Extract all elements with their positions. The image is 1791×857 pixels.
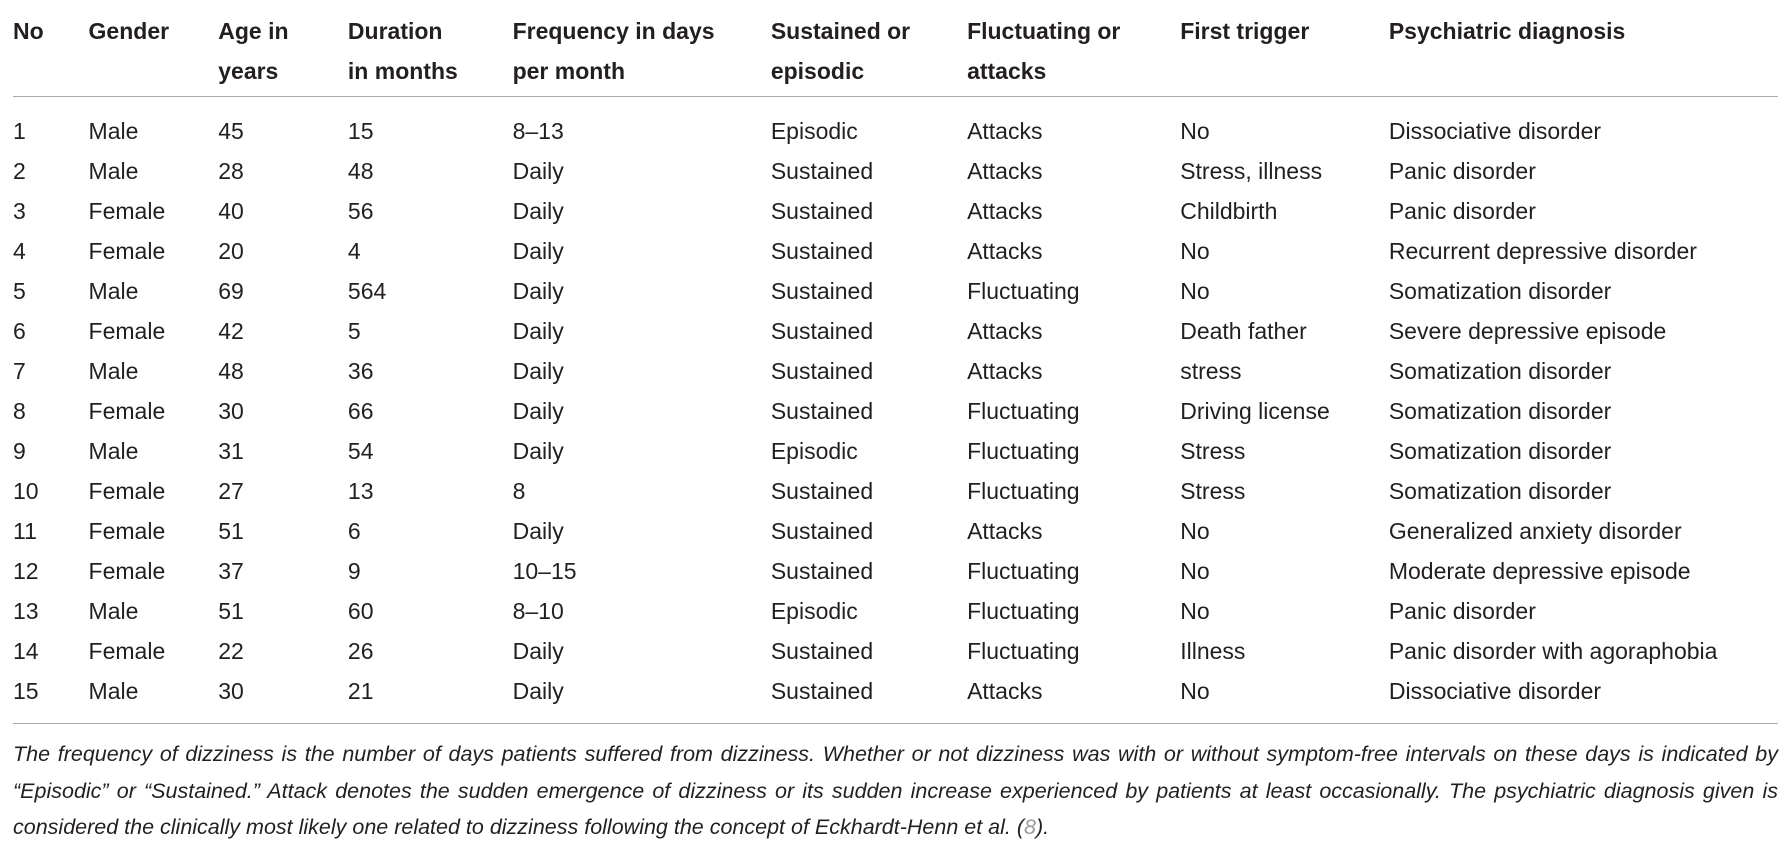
cell-first-trigger: No: [1180, 238, 1210, 264]
footnote-paragraph: [13, 736, 1778, 846]
cell-fluctuating-attacks: Fluctuating: [967, 398, 1080, 424]
cell-age: 45: [218, 118, 244, 144]
cell-no: 4: [13, 238, 26, 264]
cell-psychiatric-diagnosis: Recurrent depressive disorder: [1388, 238, 1697, 264]
cell-psychiatric-diagnosis: Somatization disorder: [1388, 438, 1612, 464]
cell-sustained-episodic: Episodic: [770, 598, 858, 624]
cell-frequency: 8–13: [512, 118, 564, 144]
cell-frequency: Daily: [512, 678, 564, 704]
cell-fluctuating-attacks: Attacks: [967, 118, 1043, 144]
cell-gender: Female: [88, 558, 166, 584]
column-header-first-trigger: [1180, 0, 1389, 97]
column-header-line: years: [218, 58, 279, 84]
cell-fluctuating-attacks: Attacks: [967, 678, 1043, 704]
cell-duration: 6: [347, 518, 361, 544]
cell-psychiatric-diagnosis: Somatization disorder: [1388, 398, 1612, 424]
cell-sustained-episodic: Sustained: [770, 678, 874, 704]
cell-gender: Male: [88, 598, 139, 624]
cell-no: 14: [13, 638, 39, 664]
cell-psychiatric-diagnosis: Generalized anxiety disorder: [1388, 518, 1682, 544]
table-row: [13, 431, 1778, 471]
table-row: [13, 311, 1778, 351]
column-header-line: First trigger: [1180, 18, 1310, 44]
cell-fluctuating-attacks: Fluctuating: [967, 438, 1080, 464]
cell-fluctuating-attacks: Fluctuating: [967, 478, 1080, 504]
cell-gender: Male: [88, 118, 139, 144]
cell-psychiatric-diagnosis: Dissociative disorder: [1388, 678, 1602, 704]
table-row: [13, 671, 1778, 724]
cell-sustained-episodic: Sustained: [770, 558, 874, 584]
cell-no: 12: [13, 558, 39, 584]
column-header-line: No: [13, 18, 44, 44]
table-row: [13, 271, 1778, 311]
cell-age: 42: [218, 318, 244, 344]
cell-duration: 21: [347, 678, 374, 704]
cell-psychiatric-diagnosis: Panic disorder: [1388, 158, 1536, 184]
cell-gender: Female: [88, 318, 166, 344]
column-header-line: Age in: [218, 18, 289, 44]
cell-duration: 60: [347, 598, 374, 624]
cell-duration: 36: [347, 358, 374, 384]
cell-age: 51: [218, 598, 244, 624]
cell-first-trigger: Stress: [1180, 438, 1246, 464]
cell-frequency: Daily: [512, 398, 564, 424]
cell-psychiatric-diagnosis: Panic disorder: [1388, 598, 1536, 624]
table-row: [13, 191, 1778, 231]
column-header-line: Duration: [347, 18, 443, 44]
cell-psychiatric-diagnosis: Somatization disorder: [1388, 358, 1612, 384]
cell-no: 13: [13, 598, 39, 624]
cell-psychiatric-diagnosis: Dissociative disorder: [1388, 118, 1602, 144]
table-row: [13, 151, 1778, 191]
cell-sustained-episodic: Episodic: [770, 118, 858, 144]
cell-no: 3: [13, 198, 26, 224]
cell-duration: 564: [347, 278, 387, 304]
table-row: [13, 551, 1778, 591]
cell-psychiatric-diagnosis: Moderate depressive episode: [1388, 558, 1691, 584]
table-header: [13, 0, 1778, 97]
cell-fluctuating-attacks: Attacks: [967, 518, 1043, 544]
cell-age: 48: [218, 358, 244, 384]
cell-no: 15: [13, 678, 39, 704]
cell-age: 40: [218, 198, 244, 224]
cell-frequency: Daily: [512, 278, 564, 304]
column-header-line: Fluctuating or: [967, 18, 1121, 44]
cell-duration: 15: [347, 118, 374, 144]
cell-duration: 48: [347, 158, 374, 184]
cell-frequency: Daily: [512, 438, 564, 464]
cell-frequency: Daily: [512, 318, 564, 344]
cell-no: 10: [13, 478, 39, 504]
cell-frequency: Daily: [512, 238, 564, 264]
patient-table: [13, 0, 1778, 724]
cell-frequency: 8: [512, 478, 526, 504]
column-header-line: Frequency in days: [512, 18, 715, 44]
cell-first-trigger: No: [1180, 518, 1210, 544]
cell-first-trigger: Stress: [1180, 478, 1246, 504]
cell-psychiatric-diagnosis: Severe depressive episode: [1388, 318, 1667, 344]
cell-no: 5: [13, 278, 26, 304]
cell-sustained-episodic: Sustained: [770, 638, 874, 664]
cell-sustained-episodic: Sustained: [770, 318, 874, 344]
column-header-line: Gender: [88, 18, 170, 44]
footnote-reference-link[interactable]: 8: [1024, 815, 1036, 839]
cell-gender: Female: [88, 398, 166, 424]
cell-sustained-episodic: Sustained: [770, 358, 874, 384]
cell-frequency: Daily: [512, 518, 564, 544]
cell-age: 20: [218, 238, 244, 264]
cell-duration: 5: [347, 318, 361, 344]
cell-gender: Female: [88, 638, 166, 664]
cell-psychiatric-diagnosis: Panic disorder: [1388, 198, 1536, 224]
cell-fluctuating-attacks: Attacks: [967, 238, 1043, 264]
cell-fluctuating-attacks: Fluctuating: [967, 598, 1080, 624]
cell-fluctuating-attacks: Fluctuating: [967, 278, 1080, 304]
cell-frequency: Daily: [512, 638, 564, 664]
cell-first-trigger: No: [1180, 598, 1210, 624]
cell-frequency: Daily: [512, 198, 564, 224]
cell-first-trigger: Death father: [1180, 318, 1307, 344]
cell-duration: 4: [347, 238, 361, 264]
cell-duration: 26: [347, 638, 374, 664]
column-header-frequency: [513, 0, 771, 97]
cell-first-trigger: Stress, illness: [1180, 158, 1323, 184]
cell-age: 30: [218, 398, 244, 424]
cell-sustained-episodic: Sustained: [770, 198, 874, 224]
cell-duration: 13: [347, 478, 374, 504]
cell-sustained-episodic: Sustained: [770, 398, 874, 424]
cell-duration: 56: [347, 198, 374, 224]
cell-no: 11: [13, 518, 37, 544]
cell-first-trigger: No: [1180, 558, 1210, 584]
cell-no: 9: [13, 438, 26, 464]
column-header-sustained-episodic: [771, 0, 967, 97]
column-header-line: Sustained or: [770, 18, 911, 44]
cell-fluctuating-attacks: Fluctuating: [967, 558, 1080, 584]
column-header-age: [218, 0, 348, 97]
cell-age: 22: [218, 638, 244, 664]
cell-frequency: 8–10: [512, 598, 564, 624]
cell-psychiatric-diagnosis: Somatization disorder: [1388, 478, 1612, 504]
table-row: [13, 391, 1778, 431]
cell-gender: Male: [88, 678, 139, 704]
column-header-line: Psychiatric diagnosis: [1388, 18, 1626, 44]
cell-fluctuating-attacks: Fluctuating: [967, 638, 1080, 664]
table-body: [13, 97, 1778, 724]
column-header-fluctuating-attacks: [967, 0, 1180, 97]
cell-sustained-episodic: Sustained: [770, 158, 874, 184]
cell-fluctuating-attacks: Attacks: [967, 358, 1043, 384]
cell-first-trigger: No: [1180, 118, 1210, 144]
cell-age: 28: [218, 158, 244, 184]
cell-sustained-episodic: Sustained: [770, 238, 874, 264]
column-header-gender: [89, 0, 219, 97]
table-row: [13, 351, 1778, 391]
cell-first-trigger: Illness: [1180, 638, 1246, 664]
cell-first-trigger: Driving license: [1180, 398, 1330, 424]
cell-gender: Male: [88, 278, 139, 304]
column-header-psychiatric-diagnosis: [1389, 0, 1778, 97]
header-row: [13, 0, 1778, 97]
cell-frequency: Daily: [512, 158, 564, 184]
cell-psychiatric-diagnosis: Somatization disorder: [1388, 278, 1612, 304]
cell-frequency: Daily: [512, 358, 564, 384]
cell-gender: Female: [88, 198, 166, 224]
cell-gender: Female: [88, 478, 166, 504]
column-header-duration: [348, 0, 513, 97]
cell-age: 37: [218, 558, 244, 584]
footnote-text: The frequency of dizziness is the number of days patients suffered from dizziness. Whether or not dizziness was with or without symptom-free intervals on these days is indicated by “Episodic” or “Sustained.” Attack denotes the sudden emergence of dizziness or its sudden increase experienced by patients at least occasionally. The psychiatric diagnosis given is considered the clinically most likely one related to dizziness following the concept of Eckhardt-Henn et al. (: [13, 742, 1778, 839]
cell-no: 8: [13, 398, 26, 424]
cell-age: 69: [218, 278, 244, 304]
cell-psychiatric-diagnosis: Panic disorder with agoraphobia: [1388, 638, 1718, 664]
cell-duration: 54: [347, 438, 374, 464]
footnote-tail: ).: [1035, 815, 1050, 839]
table-row: [13, 97, 1778, 152]
cell-duration: 66: [347, 398, 374, 424]
table-footnote: [13, 736, 1778, 846]
cell-sustained-episodic: Sustained: [770, 518, 874, 544]
cell-frequency: 10–15: [512, 558, 577, 584]
column-header-line: episodic: [770, 58, 865, 84]
cell-age: 30: [218, 678, 244, 704]
cell-gender: Female: [88, 238, 166, 264]
column-header-line: attacks: [967, 58, 1047, 84]
cell-first-trigger: Childbirth: [1180, 198, 1278, 224]
cell-first-trigger: No: [1180, 678, 1210, 704]
cell-gender: Male: [88, 158, 139, 184]
column-header-line: in months: [347, 58, 458, 84]
column-header-line: per month: [512, 58, 626, 84]
cell-sustained-episodic: Episodic: [770, 438, 858, 464]
cell-gender: Male: [88, 438, 139, 464]
table-row: [13, 631, 1778, 671]
cell-fluctuating-attacks: Attacks: [967, 198, 1043, 224]
cell-no: 2: [13, 158, 26, 184]
cell-fluctuating-attacks: Attacks: [967, 158, 1043, 184]
cell-age: 27: [218, 478, 244, 504]
table-row: [13, 591, 1778, 631]
cell-duration: 9: [347, 558, 361, 584]
cell-sustained-episodic: Sustained: [770, 278, 874, 304]
table-row: [13, 511, 1778, 551]
cell-gender: Male: [88, 358, 139, 384]
cell-no: 7: [13, 358, 26, 384]
column-header-no: [13, 0, 89, 97]
cell-gender: Female: [88, 518, 166, 544]
cell-no: 1: [13, 118, 26, 144]
cell-first-trigger: No: [1180, 278, 1210, 304]
cell-fluctuating-attacks: Attacks: [967, 318, 1043, 344]
cell-no: 6: [13, 318, 26, 344]
cell-sustained-episodic: Sustained: [770, 478, 874, 504]
cell-first-trigger: stress: [1180, 358, 1242, 384]
table-row: [13, 471, 1778, 511]
table-row: [13, 231, 1778, 271]
cell-age: 31: [218, 438, 244, 464]
cell-age: 51: [218, 518, 244, 544]
